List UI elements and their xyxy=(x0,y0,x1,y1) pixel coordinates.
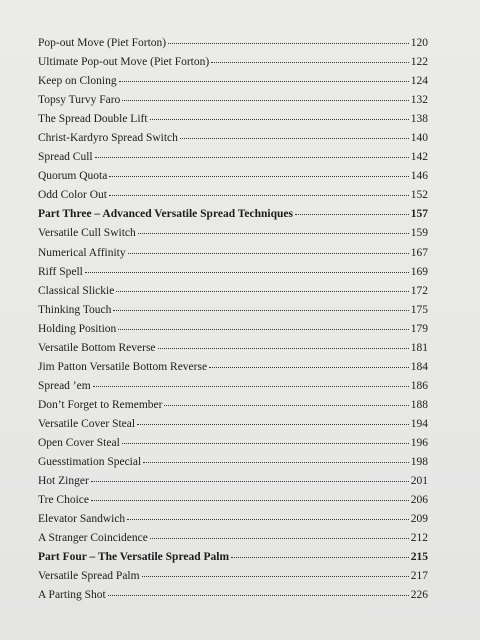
toc-entry-page-number: 206 xyxy=(410,494,428,507)
toc-entry-title: Thinking Touch xyxy=(38,303,112,316)
dot-leader xyxy=(128,252,409,254)
toc-entry xyxy=(38,263,428,282)
toc-entry xyxy=(38,586,428,605)
toc-entry xyxy=(38,415,428,434)
toc-entry xyxy=(38,358,428,377)
toc-entry xyxy=(38,472,428,491)
toc-entry-title: Classical Slickie xyxy=(38,284,115,297)
dot-leader xyxy=(143,461,409,463)
dot-leader xyxy=(127,518,409,520)
toc-entry-title: Quorum Quota xyxy=(38,170,108,183)
toc-entry-page-number: 172 xyxy=(410,284,428,297)
toc-entry xyxy=(38,320,428,339)
toc-entry-page-number: 167 xyxy=(410,246,428,259)
toc-entry-title: Riff Spell xyxy=(38,265,83,278)
toc-entry-title: Topsy Turvy Faro xyxy=(38,94,121,107)
table-of-contents xyxy=(38,34,428,605)
dot-leader xyxy=(295,213,409,215)
toc-entry-title: Jim Patton Versatile Bottom Reverse xyxy=(38,360,208,373)
toc-entry-title: Keep on Cloning xyxy=(38,75,117,88)
dot-leader xyxy=(168,42,409,44)
toc-entry xyxy=(38,72,428,91)
toc-entry xyxy=(38,34,428,53)
dot-leader xyxy=(209,366,409,368)
dot-leader xyxy=(113,309,408,311)
toc-entry-title: Spread ’em xyxy=(38,379,91,392)
dot-leader xyxy=(150,118,409,120)
toc-entry-page-number: 122 xyxy=(410,56,428,69)
toc-entry-title: Ultimate Pop-out Move (Piet Forton) xyxy=(38,56,210,69)
toc-entry-page-number: 124 xyxy=(410,75,428,88)
toc-entry-page-number: 181 xyxy=(410,341,428,354)
dot-leader xyxy=(116,290,408,292)
toc-entry-title: Versatile Spread Palm xyxy=(38,570,140,583)
toc-entry-title: Part Three – Advanced Versatile Spread Techniques xyxy=(38,208,293,221)
toc-entry-page-number: 201 xyxy=(410,475,428,488)
toc-entry-page-number: 179 xyxy=(410,322,428,335)
toc-entry-page-number: 188 xyxy=(410,398,428,411)
toc-entry-page-number: 132 xyxy=(410,94,428,107)
toc-entry xyxy=(38,129,428,148)
toc-entry-title: Part Four – The Versatile Spread Palm xyxy=(38,551,230,564)
dot-leader xyxy=(231,556,409,558)
toc-entry-page-number: 217 xyxy=(410,570,428,583)
toc-entry-page-number: 140 xyxy=(410,132,428,145)
toc-entry xyxy=(38,110,428,129)
toc-entry xyxy=(38,244,428,263)
toc-entry-title: Christ-Kardyro Spread Switch xyxy=(38,132,178,145)
toc-entry-page-number: 120 xyxy=(410,37,428,49)
toc-entry xyxy=(38,148,428,167)
toc-entry-title: The Spread Double Lift xyxy=(38,113,148,126)
toc-entry-page-number: 175 xyxy=(410,303,428,316)
toc-entry-page-number: 215 xyxy=(410,551,428,564)
dot-leader xyxy=(109,194,409,196)
toc-entry-page-number: 196 xyxy=(410,436,428,449)
toc-entry-title: Guesstimation Special xyxy=(38,456,142,469)
toc-entry-page-number: 169 xyxy=(410,265,428,278)
toc-entry xyxy=(38,301,428,320)
dot-leader xyxy=(95,156,409,158)
dot-leader xyxy=(91,480,409,482)
toc-part-heading xyxy=(38,205,428,224)
toc-entry-title: A Stranger Coincidence xyxy=(38,532,148,545)
toc-entry-page-number: 146 xyxy=(410,170,428,183)
dot-leader xyxy=(142,575,409,577)
toc-entry xyxy=(38,529,428,548)
toc-entry xyxy=(38,453,428,472)
toc-entry-page-number: 152 xyxy=(410,189,428,202)
dot-leader xyxy=(137,423,409,425)
dot-leader xyxy=(211,61,409,63)
toc-entry-page-number: 142 xyxy=(410,151,428,164)
toc-entry xyxy=(38,396,428,415)
toc-entry-title: Open Cover Steal xyxy=(38,436,120,449)
dot-leader xyxy=(108,594,409,596)
toc-entry-title: Versatile Bottom Reverse xyxy=(38,341,156,354)
toc-entry-title: Versatile Cover Steal xyxy=(38,417,136,430)
toc-entry xyxy=(38,282,428,301)
toc-entry-page-number: 212 xyxy=(410,532,428,545)
dot-leader xyxy=(164,404,408,406)
toc-entry-title: Pop-out Move (Piet Forton) xyxy=(38,37,167,49)
dot-leader xyxy=(119,80,409,82)
toc-entry xyxy=(38,224,428,243)
toc-entry-title: Odd Color Out xyxy=(38,189,107,202)
toc-entry xyxy=(38,53,428,72)
toc-entry-title: Spread Cull xyxy=(38,151,93,164)
toc-entry xyxy=(38,377,428,396)
dot-leader xyxy=(118,328,408,330)
toc-entry xyxy=(38,491,428,510)
dot-leader xyxy=(158,347,409,349)
toc-entry-title: Hot Zinger xyxy=(38,475,89,488)
toc-entry xyxy=(38,434,428,453)
toc-entry-title: A Parting Shot xyxy=(38,589,106,602)
dot-leader xyxy=(91,499,409,501)
toc-entry-page-number: 198 xyxy=(410,456,428,469)
toc-entry-page-number: 138 xyxy=(410,113,428,126)
dot-leader xyxy=(85,271,409,273)
dot-leader xyxy=(138,232,409,234)
toc-part-heading xyxy=(38,548,428,567)
toc-entry-page-number: 194 xyxy=(410,417,428,430)
toc-entry-title: Versatile Cull Switch xyxy=(38,227,136,240)
toc-entry-page-number: 157 xyxy=(410,208,428,221)
toc-entry-title: Holding Position xyxy=(38,322,117,335)
toc-entry-title: Don’t Forget to Remember xyxy=(38,398,163,411)
toc-entry-page-number: 209 xyxy=(410,513,428,526)
dot-leader xyxy=(122,99,408,101)
toc-entry-page-number: 159 xyxy=(410,227,428,240)
toc-entry-title: Numerical Affinity xyxy=(38,246,126,259)
toc-entry xyxy=(38,167,428,186)
dot-leader xyxy=(109,175,408,177)
dot-leader xyxy=(122,442,409,444)
toc-entry xyxy=(38,339,428,358)
dot-leader xyxy=(93,385,409,387)
toc-entry xyxy=(38,567,428,586)
toc-entry xyxy=(38,510,428,529)
toc-entry xyxy=(38,91,428,110)
toc-entry xyxy=(38,186,428,205)
toc-entry-title: Elevator Sandwich xyxy=(38,513,126,526)
toc-entry-page-number: 186 xyxy=(410,379,428,392)
toc-entry-title: Tre Choice xyxy=(38,494,90,507)
dot-leader xyxy=(180,137,409,139)
dot-leader xyxy=(150,537,409,539)
toc-entry-page-number: 226 xyxy=(410,589,428,602)
toc-entry-page-number: 184 xyxy=(410,360,428,373)
